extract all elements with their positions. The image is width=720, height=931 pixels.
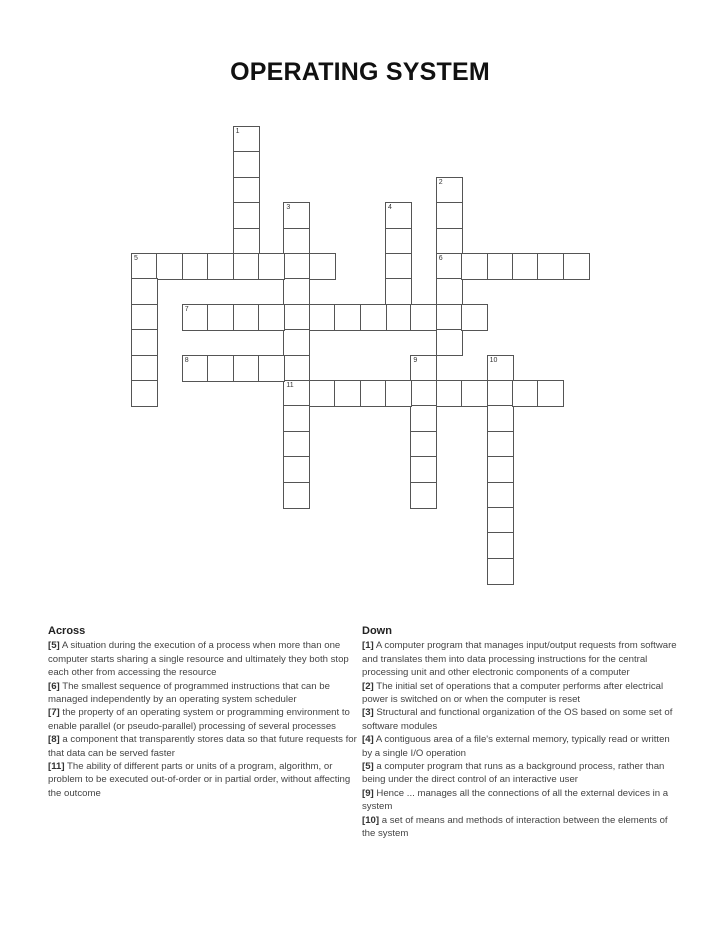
crossword-cell[interactable] [283, 482, 310, 509]
crossword-cell[interactable] [487, 482, 514, 509]
clue-across-5 [48, 639, 366, 679]
cell-number: 4 [388, 204, 392, 212]
crossword-cell[interactable] [283, 431, 310, 458]
crossword-cell[interactable] [563, 253, 590, 280]
down-clues [362, 625, 680, 841]
cell-number: 7 [184, 305, 189, 313]
crossword-cell[interactable] [233, 126, 260, 153]
crossword-cell[interactable] [436, 228, 463, 255]
crossword-cell[interactable] [131, 304, 158, 331]
crossword-cell[interactable] [410, 355, 437, 382]
crossword-cell[interactable] [233, 177, 260, 204]
crossword-cell[interactable] [258, 304, 285, 331]
crossword-cell[interactable] [334, 380, 361, 407]
clue-number: [5] [48, 640, 60, 652]
cell-number: 10 [489, 356, 498, 364]
clue-text: Structural and functional organization of the OS based on some set of software modules [362, 707, 673, 732]
clue-text: The ability of different parts or units of a program, algorithm, or problem to be executed out-of-order or in partial order, without affecting the outcome [48, 761, 351, 799]
crossword-cell[interactable] [283, 278, 310, 305]
clue-number: [7] [48, 707, 60, 719]
clue-number: [4] [362, 734, 374, 746]
crossword-cell[interactable] [410, 380, 437, 407]
crossword-cell[interactable] [436, 177, 463, 204]
clue-number: [9] [362, 787, 374, 799]
crossword-cell[interactable] [436, 380, 463, 407]
crossword-cell[interactable] [537, 380, 564, 407]
crossword-cell[interactable] [385, 304, 412, 331]
crossword-cell[interactable] [283, 380, 310, 407]
crossword-cell[interactable] [233, 202, 260, 229]
crossword-cell[interactable] [131, 380, 158, 407]
crossword-cell[interactable] [309, 304, 336, 331]
clue-text: A contiguous area of a file's external memory, typically read or written by a single I/O operation [362, 734, 670, 759]
clue-text: The initial set of operations that a computer performs after electrical power is switched on or when the computer is reset [362, 680, 664, 706]
crossword-cell[interactable] [385, 278, 412, 305]
cell-number: 11 [286, 382, 294, 389]
crossword-cell[interactable] [233, 253, 260, 280]
cell-number: 8 [184, 356, 189, 364]
clue-number: [11] [48, 761, 65, 773]
crossword-cell[interactable] [436, 278, 463, 305]
crossword-cell[interactable] [207, 304, 234, 331]
crossword-cell[interactable] [182, 304, 209, 331]
crossword-cell[interactable] [436, 253, 463, 280]
crossword-cell[interactable] [410, 405, 437, 432]
crossword-cell[interactable] [283, 329, 310, 356]
crossword-cell[interactable] [283, 228, 310, 255]
clue-text: a component that transparently stores data so that future requests for that data can be served faster [48, 734, 357, 759]
clue-text: a set of means and methods of interaction between the elements of the system [362, 814, 668, 840]
crossword-cell[interactable] [182, 355, 209, 382]
crossword-cell[interactable] [258, 253, 285, 280]
crossword-cell[interactable] [436, 304, 463, 331]
down-heading: Down [362, 625, 392, 637]
crossword-cell[interactable] [461, 304, 488, 331]
crossword-cell[interactable] [410, 456, 437, 483]
crossword-cell[interactable] [487, 558, 514, 585]
crossword-cell[interactable] [233, 228, 260, 255]
crossword-cell[interactable] [487, 355, 514, 382]
clue-number: [10] [362, 814, 380, 826]
crossword-cell[interactable] [283, 456, 310, 483]
crossword-cell[interactable] [283, 202, 310, 229]
crossword-cell[interactable] [385, 380, 412, 407]
crossword-cell[interactable] [461, 380, 488, 407]
crossword-cell[interactable] [385, 202, 412, 229]
across-heading: Across [48, 625, 86, 637]
clue-down-2 [362, 680, 680, 707]
crossword-cell[interactable] [487, 532, 514, 559]
clue-text: the property of an operating system or programming environment to enable parallel (or pseudo-parallel) processing of several processes [48, 707, 350, 732]
clue-down-5 [362, 760, 680, 787]
clue-text: The smallest sequence of programmed instructions that can be managed independently by an operating system scheduler [48, 680, 330, 706]
crossword-cell[interactable] [436, 329, 463, 356]
crossword-cell[interactable] [360, 304, 387, 331]
crossword-cell[interactable] [309, 380, 336, 407]
crossword-cell[interactable] [283, 304, 310, 331]
crossword-cell[interactable] [283, 355, 310, 382]
clue-number: [6] [48, 680, 60, 692]
clue-down-3 [362, 706, 680, 733]
across-clues [48, 625, 366, 800]
crossword-cell[interactable] [512, 253, 539, 280]
crossword-cell[interactable] [233, 151, 260, 178]
crossword-cell[interactable] [131, 329, 158, 356]
crossword-cell[interactable] [283, 405, 310, 432]
crossword-cell[interactable] [461, 253, 488, 280]
cell-number: 6 [438, 255, 443, 262]
crossword-cell[interactable] [512, 380, 539, 407]
crossword-cell[interactable] [360, 380, 387, 407]
crossword-cell[interactable] [131, 278, 158, 305]
crossword-cell[interactable] [207, 253, 234, 280]
clue-text: A situation during the execution of a process when more than one computer starts sharing a single resource and ultimately they both stop each other from accessing the resource [48, 640, 349, 679]
cell-number: 5 [134, 255, 138, 262]
crossword-cell[interactable] [436, 202, 463, 229]
crossword-cell[interactable] [487, 456, 514, 483]
cell-number: 3 [286, 204, 291, 212]
clue-number: [1] [362, 640, 374, 652]
crossword-cell[interactable] [487, 253, 514, 280]
clue-text: Hence ... manages all the connections of all the external devices in a system [362, 787, 669, 813]
page-title: OPERATING SYSTEM [230, 58, 490, 86]
crossword-cell[interactable] [487, 507, 514, 534]
clue-number: [2] [362, 680, 374, 692]
crossword-cell[interactable] [182, 253, 209, 280]
clue-down-10 [362, 814, 680, 841]
crossword-cell[interactable] [283, 253, 310, 280]
crossword-cell[interactable] [410, 431, 437, 458]
crossword-cell[interactable] [309, 253, 336, 280]
cell-number: 9 [413, 356, 418, 364]
crossword-cell[interactable] [131, 253, 158, 280]
clue-across-7 [48, 706, 366, 733]
crossword-cell[interactable] [156, 253, 183, 280]
clue-text: A computer program that manages input/output requests from software and translates them into data processing instructions for the central processing unit and other electronic components of a computer [362, 640, 677, 679]
crossword-cell[interactable] [410, 304, 437, 331]
crossword-cell[interactable] [233, 304, 260, 331]
clue-across-8 [48, 733, 366, 760]
cell-number: 2 [438, 178, 443, 186]
crossword-cell[interactable] [410, 482, 437, 509]
crossword-cell[interactable] [334, 304, 361, 331]
crossword-cell[interactable] [385, 253, 412, 280]
clue-down-9 [362, 787, 680, 814]
crossword-cell[interactable] [487, 431, 514, 458]
clue-across-11 [48, 760, 366, 800]
crossword-cell[interactable] [487, 405, 514, 432]
clue-down-1 [362, 639, 680, 679]
crossword-cell[interactable] [537, 253, 564, 280]
cell-number: 1 [235, 128, 240, 135]
crossword-cell[interactable] [207, 355, 234, 382]
clue-text: a computer program that runs as a background process, rather than being under the direct control of an interactive user [362, 761, 665, 786]
crossword-cell[interactable] [487, 380, 514, 407]
crossword-cell[interactable] [233, 355, 260, 382]
crossword-cell[interactable] [131, 355, 158, 382]
crossword-cell[interactable] [385, 228, 412, 255]
clue-down-4 [362, 733, 680, 760]
clue-number: [3] [362, 707, 374, 719]
clue-number: [8] [48, 734, 60, 746]
crossword-cell[interactable] [258, 355, 285, 382]
clue-across-6 [48, 680, 366, 707]
clue-number: [5] [362, 761, 374, 773]
